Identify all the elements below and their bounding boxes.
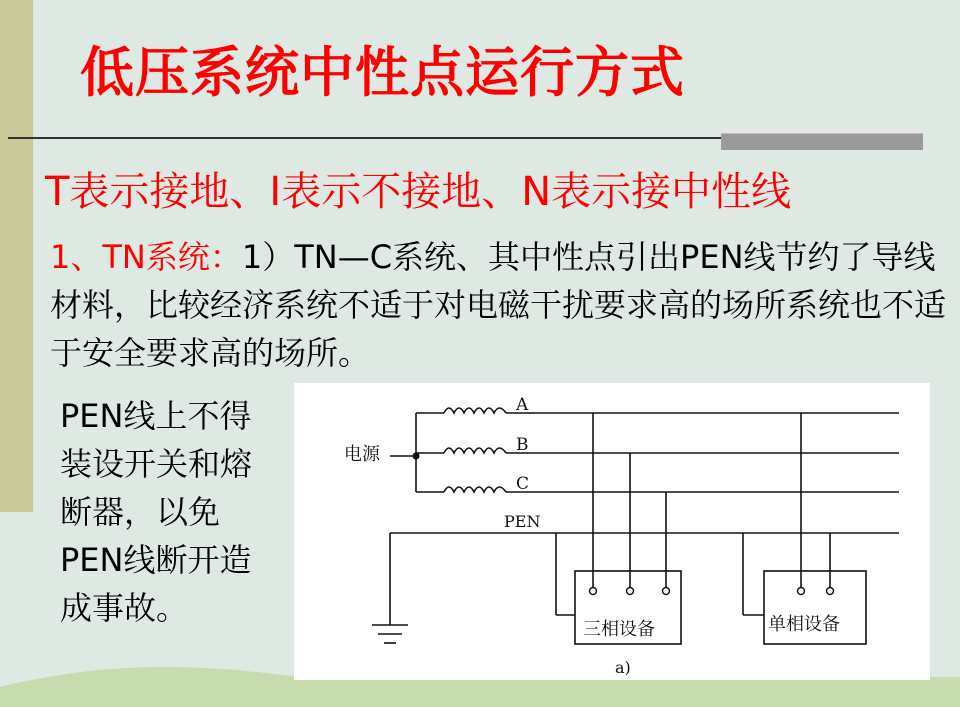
source-label: 电源 xyxy=(344,444,380,465)
paragraph-text: 1）TN—C系统、其中性点引出PEN线节约了导线材料，比较经济系统不适于对电磁干扰要求高的场所系统也不适于安全要求高的场所。 xyxy=(50,238,947,372)
tn-c-diagram xyxy=(294,383,930,680)
legend-line: T表示接地、I表示不接地、N表示接中性线 xyxy=(45,169,792,215)
page-title: 低压系统中性点运行方式 xyxy=(80,41,685,104)
phase-label-c: C xyxy=(516,474,530,494)
diagram-caption: a) xyxy=(615,658,631,677)
single-phase-device-label: 单相设备 xyxy=(768,614,840,635)
left-accent-bar xyxy=(0,0,33,512)
pen-label: PEN xyxy=(504,512,541,531)
pen-warning-note: PEN线上不得装设开关和熔断器，以免PEN线断开造成事故。 xyxy=(60,397,253,627)
paragraph-red-prefix: 1、TN系统： xyxy=(50,238,242,276)
phase-label-a: A xyxy=(516,395,529,415)
three-phase-device-label: 三相设备 xyxy=(583,619,655,640)
phase-label-b: B xyxy=(516,435,529,455)
decorative-bar xyxy=(721,128,923,150)
tn-system-paragraph xyxy=(50,233,950,377)
